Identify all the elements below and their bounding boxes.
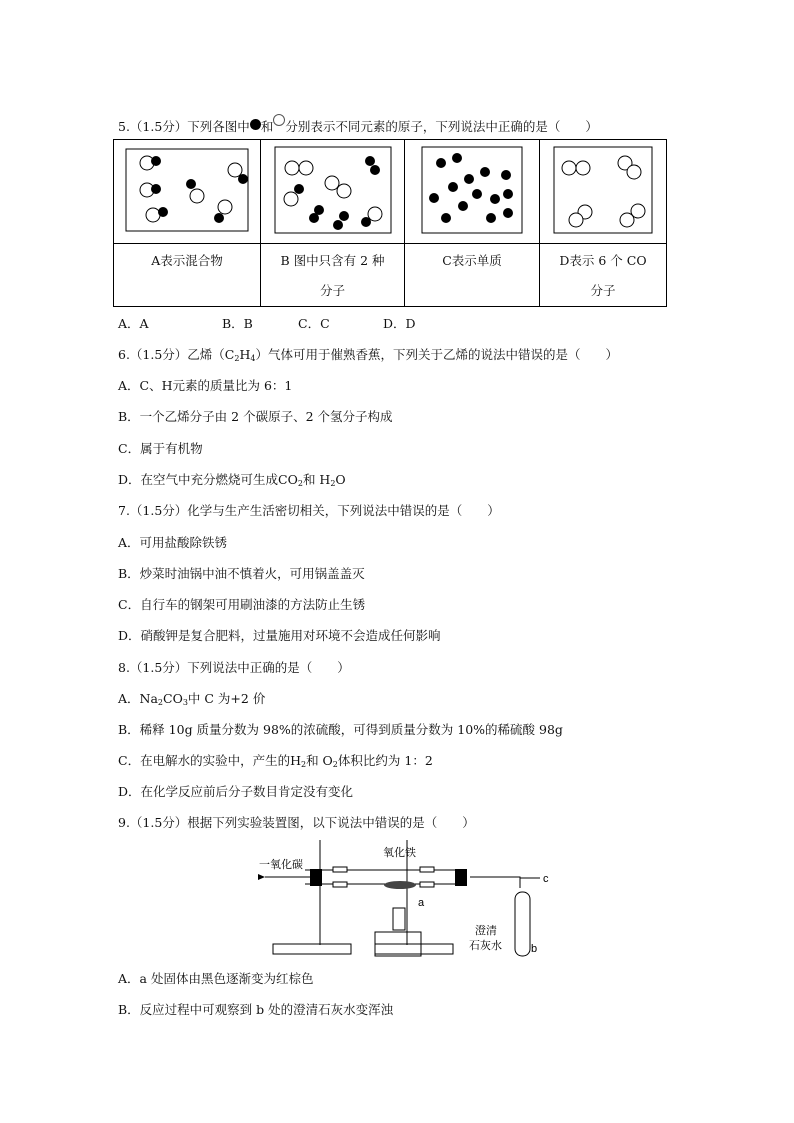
label-co: 一氧化碳 xyxy=(259,858,303,871)
q5-stem xyxy=(118,114,598,135)
iron-oxide-sample xyxy=(384,881,416,889)
q8-option-a[interactable] xyxy=(118,689,265,707)
white-atom-icon xyxy=(273,114,285,126)
q6-option-a[interactable]: A．C、H元素的质量比为 6：1 xyxy=(118,378,293,393)
apparatus-diagram xyxy=(255,840,555,958)
molecule-diagram-a xyxy=(125,148,249,232)
q7-option-c[interactable]: C．自行车的钢架可用刷油漆的方法防止生锈 xyxy=(118,597,366,612)
q5-options xyxy=(118,314,416,332)
label-a: a xyxy=(418,897,425,909)
subscript: 2 xyxy=(297,479,303,488)
caption-a: A表示混合物 xyxy=(114,244,261,307)
molecule-diagram-c xyxy=(421,146,523,234)
subscript: 3 xyxy=(182,698,188,707)
q6-option-d[interactable] xyxy=(118,470,346,488)
label-c: c xyxy=(543,873,549,885)
stopper-right xyxy=(455,869,467,886)
panel-d xyxy=(540,140,667,244)
q6-option-c[interactable]: C．属于有机物 xyxy=(118,441,203,456)
subscript: 4 xyxy=(250,354,256,363)
q7-option-b[interactable]: B．炒菜时油锅中油不慎着火，可用锅盖盖灭 xyxy=(118,566,365,581)
option-b[interactable]: B．B xyxy=(222,316,253,331)
text: 中 C 为+2 价 xyxy=(187,691,266,706)
subscript: 2 xyxy=(330,479,336,488)
q7-option-d[interactable]: D．硝酸钾是复合肥料，过量施用对环境不会造成任何影响 xyxy=(118,628,441,643)
q9-stem: 9.（1.5分）根据下列实验装置图，以下说法中错误的是（ ） xyxy=(118,815,475,830)
q5-stem-text: 5.（1.5分）下列各图中 xyxy=(118,119,250,134)
q8-option-d[interactable]: D．在化学反应前后分子数目肯定没有变化 xyxy=(118,784,354,799)
panel-a xyxy=(114,140,261,244)
label-b: b xyxy=(531,943,538,955)
text: 和 O xyxy=(306,753,333,768)
subscript: 2 xyxy=(300,760,307,769)
q8-stem: 8.（1.5分）下列说法中正确的是（ ） xyxy=(118,660,350,675)
text: 体积比约为 1：2 xyxy=(337,753,433,768)
text: D．在空气中充分燃烧可生成CO xyxy=(118,472,298,487)
subscript: 2 xyxy=(157,698,164,707)
q8-option-b[interactable]: B．稀释 10g 质量分数为 98%的浓硫酸，可得到质量分数为 10%的稀硫酸 98g xyxy=(118,722,563,737)
label-iron-oxide: 氧化铁 xyxy=(383,846,416,859)
q9-option-a[interactable]: A．a 处固体由黑色逐渐变为红棕色 xyxy=(118,971,314,986)
q5-stem-text: 分别表示不同元素的原子，下列说法中正确的是（ ） xyxy=(285,119,598,134)
q6-stem xyxy=(118,345,618,363)
q5-stem-text: 和 xyxy=(260,119,274,134)
label-limewater-1: 澄清 xyxy=(475,924,497,937)
q7-option-a[interactable]: A．可用盐酸除铁锈 xyxy=(118,535,228,550)
molecule-diagram-d xyxy=(553,146,653,234)
molecule-diagram-b xyxy=(274,146,392,234)
text: 6.（1.5分）乙烯（C xyxy=(118,347,235,362)
stopper-left xyxy=(310,869,322,886)
q7-stem: 7.（1.5分）化学与生产生活密切相关，下列说法中错误的是（ ） xyxy=(118,503,500,518)
panel-b xyxy=(261,140,405,244)
option-a[interactable]: A．A xyxy=(118,316,149,331)
text: H xyxy=(239,347,251,362)
q6-option-b[interactable]: B．一个乙烯分子由 2 个碳原子、2 个氢分子构成 xyxy=(118,409,393,424)
text: O xyxy=(335,472,346,487)
black-atom-icon xyxy=(250,119,261,130)
text: 和 H xyxy=(302,472,331,487)
option-d[interactable]: D．D xyxy=(383,316,416,331)
subscript: 2 xyxy=(332,760,338,769)
text: CO xyxy=(163,691,183,706)
q5-table xyxy=(113,139,667,307)
label-limewater-2: 石灰水 xyxy=(469,939,502,952)
q8-option-c[interactable] xyxy=(118,751,433,769)
q9-option-b[interactable]: B．反应过程中可观察到 b 处的澄清石灰水变浑浊 xyxy=(118,1002,394,1017)
text: C．在电解水的实验中，产生的H xyxy=(118,753,301,768)
text: A．Na xyxy=(118,691,158,706)
text: ）气体可用于催熟香蕉，下列关于乙烯的说法中错误的是（ ） xyxy=(255,347,618,362)
panel-c xyxy=(405,140,540,244)
caption-b: B 图中只含有 2 种分子 xyxy=(261,244,405,307)
caption-d: D表示 6 个 CO分子 xyxy=(540,244,667,307)
option-c[interactable]: C．C xyxy=(298,316,330,331)
caption-c: C表示单质 xyxy=(405,244,540,307)
subscript: 2 xyxy=(234,354,240,363)
